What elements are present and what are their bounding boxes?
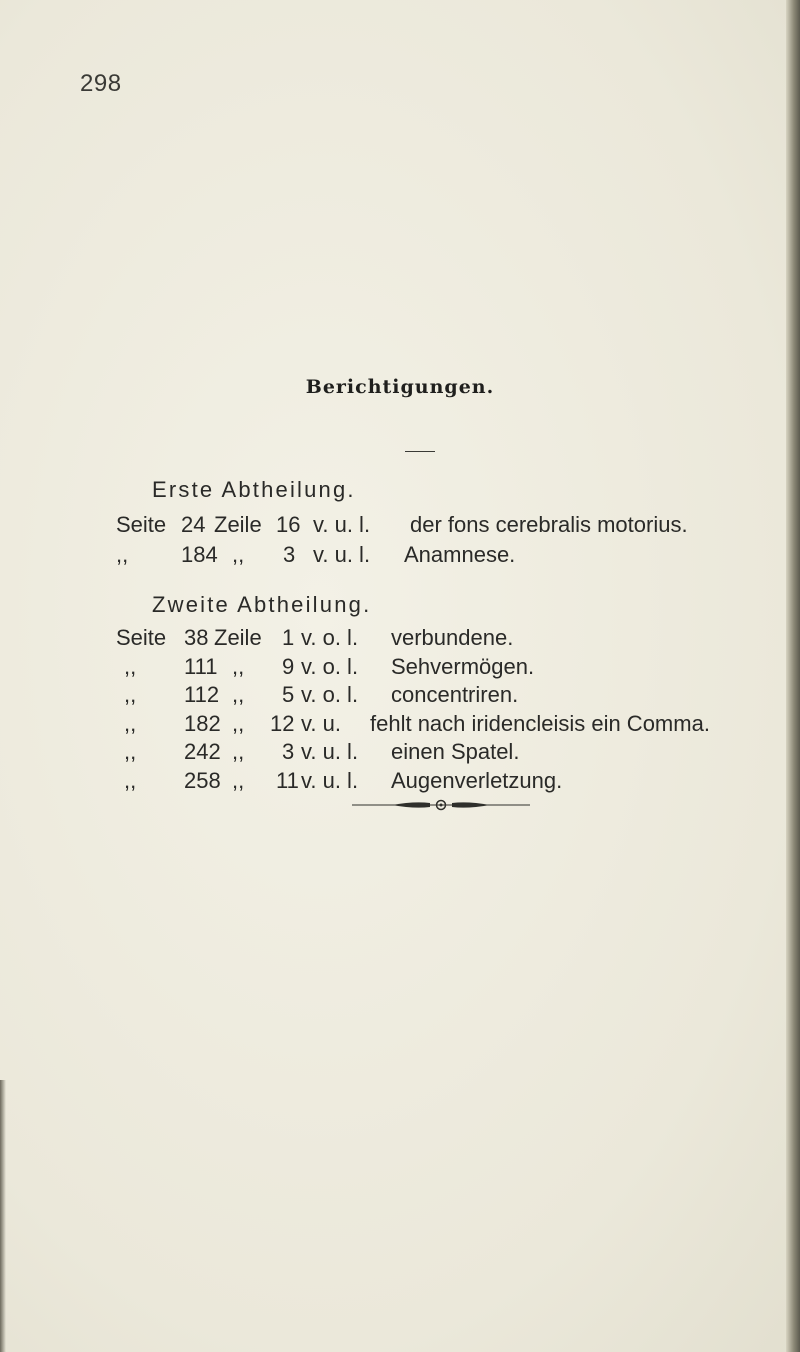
- col-zeile: ,,: [232, 711, 245, 736]
- col-zeile: Zeile: [214, 512, 262, 537]
- end-ornament: [352, 799, 530, 811]
- col-zeile: ,,: [232, 682, 245, 707]
- page-edge-shadow: [786, 0, 800, 1352]
- col-page: 182: [184, 711, 221, 736]
- col-line: 16: [276, 512, 301, 537]
- col-seite: Seite: [116, 512, 167, 537]
- col-seite: ,,: [124, 768, 137, 793]
- col-seite: ,,: [124, 654, 137, 679]
- section-heading-1: Erste Abtheilung.: [152, 477, 356, 502]
- col-page: 112: [184, 682, 220, 707]
- col-page: 38: [184, 625, 209, 650]
- binding-shadow: [0, 1080, 6, 1352]
- col-text: verbundene.: [391, 625, 514, 650]
- col-page: 258: [184, 768, 221, 793]
- col-page: 242: [184, 739, 221, 764]
- col-line: 1: [282, 625, 295, 650]
- col-ref: v. u. l.: [313, 512, 371, 537]
- page-number: 298: [80, 70, 122, 97]
- col-ref: v. u. l.: [301, 768, 359, 793]
- col-text: concentriren.: [391, 682, 519, 707]
- correction-row: [116, 540, 736, 570]
- col-seite: ,,: [124, 739, 137, 764]
- correction-row: [116, 680, 736, 710]
- col-zeile: ,,: [232, 768, 245, 793]
- correction-row: [116, 623, 736, 653]
- col-ref: v. o. l.: [301, 654, 359, 679]
- col-seite: ,,: [124, 711, 137, 736]
- correction-row: [116, 709, 736, 739]
- col-page: 111: [184, 654, 218, 679]
- correction-row: [116, 652, 736, 682]
- col-ref: v. u.: [301, 711, 341, 736]
- col-text: Augenverletzung.: [391, 768, 563, 793]
- col-line: 9: [282, 654, 295, 679]
- col-text: einen Spatel.: [391, 739, 520, 764]
- col-text: Anamnese.: [404, 542, 516, 567]
- col-ref: v. o. l.: [301, 625, 359, 650]
- col-seite: ,,: [124, 682, 137, 707]
- col-page: 184: [181, 542, 218, 567]
- col-zeile: Zeile: [214, 625, 262, 650]
- col-seite: ,,: [116, 542, 129, 567]
- col-ref: v. u. l.: [313, 542, 371, 567]
- col-seite: Seite: [116, 625, 167, 650]
- correction-row: [116, 766, 736, 796]
- col-zeile: ,,: [232, 654, 245, 679]
- section-heading-2: Zweite Abtheilung.: [152, 592, 372, 617]
- title-divider: [405, 451, 435, 452]
- col-text: der fons cerebralis motorius.: [410, 512, 688, 537]
- col-ref: v. o. l.: [301, 682, 359, 707]
- col-zeile: ,,: [232, 739, 245, 764]
- col-text: Sehvermögen.: [391, 654, 535, 679]
- col-line: 12: [270, 711, 295, 736]
- col-text: fehlt nach iridencleisis ein Comma.: [370, 711, 710, 736]
- correction-row: [116, 510, 736, 540]
- col-line: 3: [282, 739, 295, 764]
- col-line: 5: [282, 682, 295, 707]
- page-title: Berichtigungen.: [305, 376, 495, 398]
- col-zeile: ,,: [232, 542, 245, 567]
- col-ref: v. u. l.: [301, 739, 359, 764]
- col-line: 11: [276, 768, 299, 793]
- col-line: 3: [283, 542, 296, 567]
- correction-row: [116, 737, 736, 767]
- col-page: 24: [181, 512, 206, 537]
